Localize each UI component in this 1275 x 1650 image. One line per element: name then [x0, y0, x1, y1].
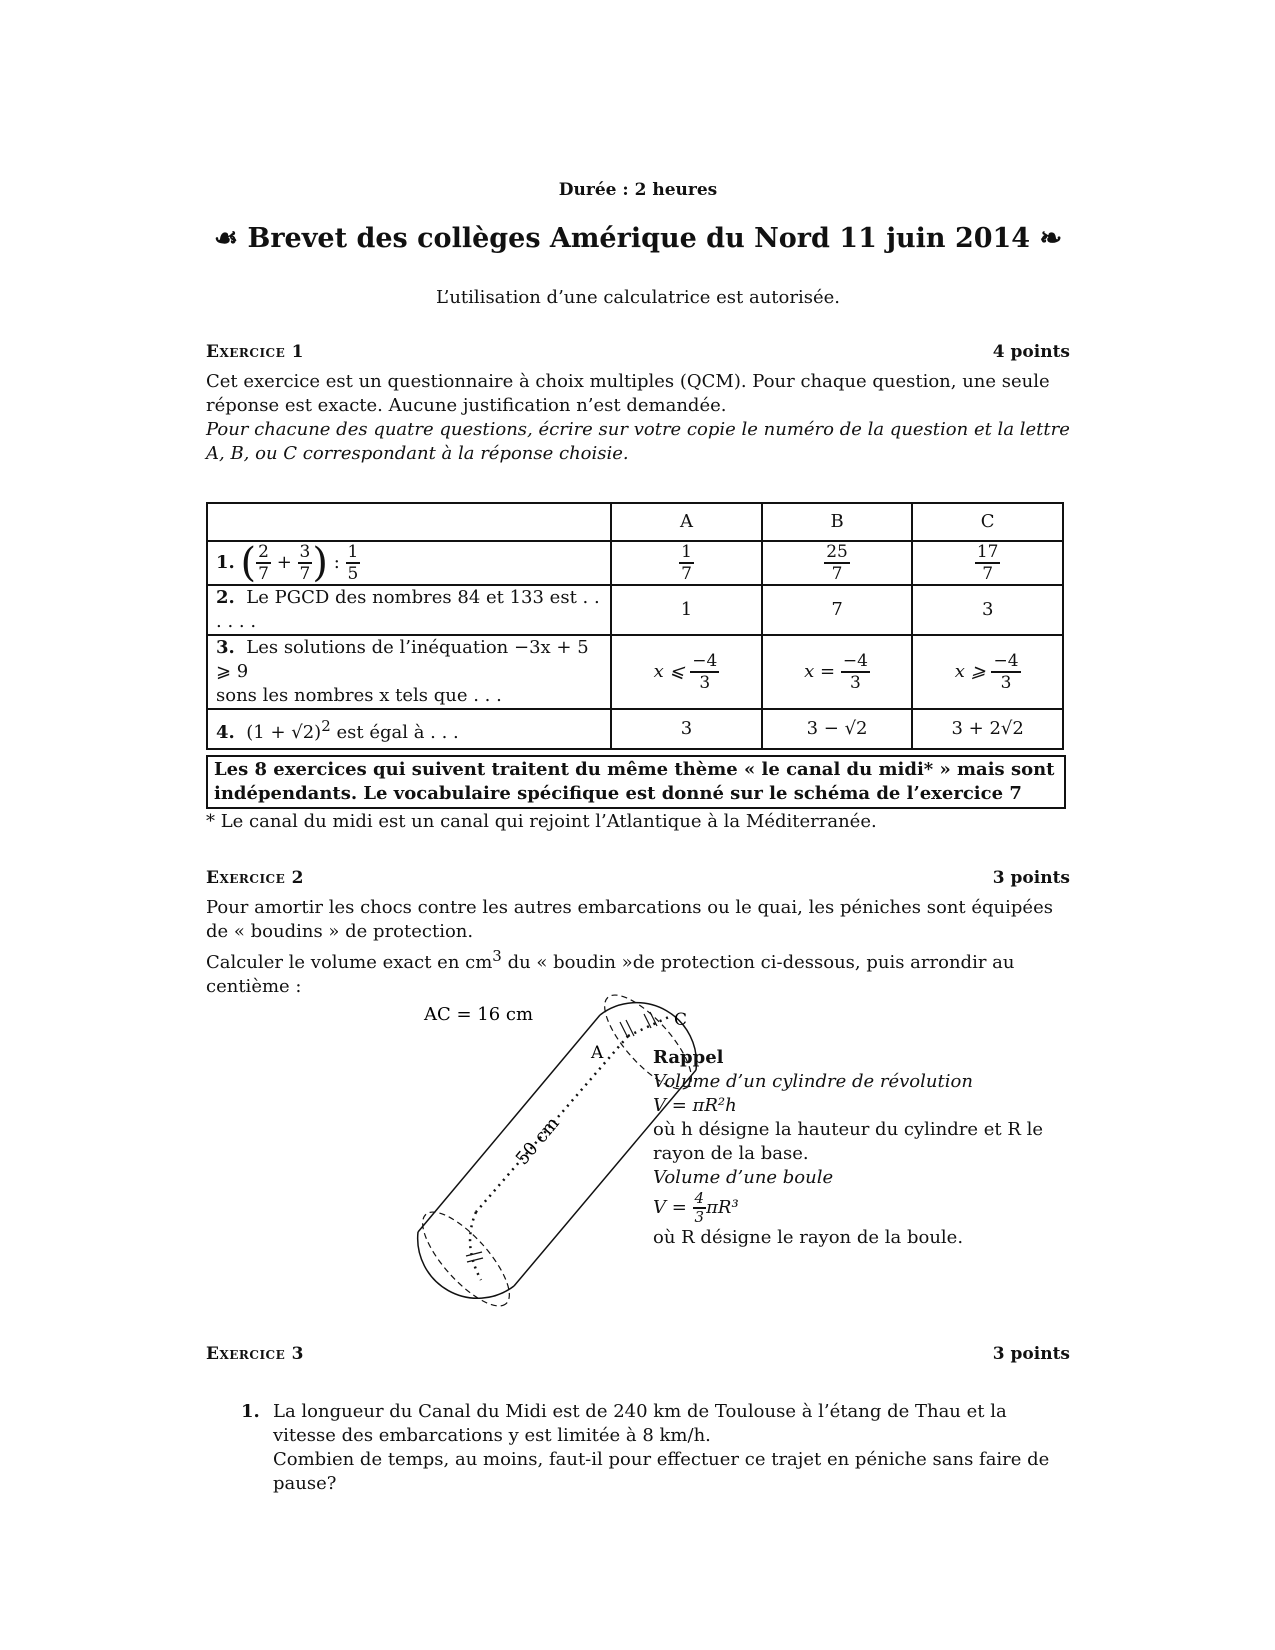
exercise-2-points: 3 points	[992, 868, 1070, 888]
column-header-c: C	[912, 503, 1063, 541]
page	[206, 0, 1070, 1650]
exercise-2-text: Pour amortir les chocs contre les autres embarcations ou le quai, les péniches sont équipées de « boudins » de protection.	[206, 897, 1053, 942]
answer-3b: x = $\frac{-4}{3}$	[762, 635, 913, 709]
theme-notice: Les 8 exercices qui suivent traitent du même thème « le canal du midi* » mais sont indépendants. Le vocabulaire spécifique est donné sur le schéma de l’exercice 7	[206, 755, 1066, 809]
question-2: 2. Le PGCD des nombres 84 et 133 est . . . . . .	[207, 585, 611, 635]
footnote: * Le canal du midi est un canal qui rejoint l’Atlantique à la Méditerranée.	[206, 811, 877, 832]
exercise-1-intro: Cet exercice est un questionnaire à choix multiples (QCM). Pour chaque question, une seule réponse est exacte. Aucune justification n’est demandée.	[206, 371, 1050, 416]
table-row	[207, 585, 1063, 635]
ornament-left-icon: ☙	[213, 223, 239, 254]
answer-2c: 3	[912, 585, 1063, 635]
point-c-label: C	[674, 1010, 688, 1030]
answer-2a: 1	[611, 585, 762, 635]
exercise-2-title: Exercice 2	[206, 868, 304, 888]
ball-volume-description: où R désigne le rayon de la boule.	[653, 1227, 964, 1248]
bottom-base-ellipse	[410, 1200, 523, 1319]
exercise-3-title: Exercice 3	[206, 1344, 304, 1364]
cylinder-volume-description: où h désigne la hauteur du cylindre et R le rayon de la base.	[653, 1119, 1044, 1164]
title-text: Brevet des collèges Amérique du Nord 11 juin 2014	[247, 223, 1031, 254]
table-row	[207, 541, 1063, 585]
answer-1a: $\frac{1}{7}$	[611, 541, 762, 585]
answer-4b: 3 − √2	[762, 709, 913, 749]
tick-mark	[467, 1258, 483, 1262]
ac-label: AC = 16 cm	[424, 1004, 534, 1025]
ball-volume-title: Volume d’une boule	[653, 1167, 834, 1188]
bottom-hemisphere	[418, 1232, 514, 1298]
column-header-a: A	[611, 503, 762, 541]
answer-1c: $\frac{17}{7}$	[912, 541, 1063, 585]
exercise-1-header	[206, 340, 1070, 364]
exercise-2-header	[206, 866, 1070, 890]
cylinder-volume-formula: V = πR²h	[653, 1095, 737, 1116]
tick-mark	[620, 1022, 628, 1038]
cylinder-volume-title: Volume d’un cylindre de révolution	[653, 1071, 973, 1092]
table-row	[207, 709, 1063, 749]
tick-mark	[466, 1252, 482, 1256]
question-text: La longueur du Canal du Midi est de 240 km de Toulouse à l’étang de Thau et la vitesse des embarcations y est limitée à 8 km/h.	[273, 1401, 1007, 1446]
answer-4c: 3 + 2√2	[912, 709, 1063, 749]
table-row	[207, 635, 1063, 709]
qcm-table	[206, 502, 1064, 750]
question-prompt: Combien de temps, au moins, faut-il pour effectuer ce trajet en péniche sans faire de pause?	[273, 1449, 1050, 1494]
rappel-title: Rappel	[653, 1047, 724, 1068]
answer-2b: 7	[762, 585, 913, 635]
answer-1b: $\frac{25}{7}$	[762, 541, 913, 585]
exercise-3-points: 3 points	[992, 1344, 1070, 1364]
length-label: 50 cm	[511, 1112, 564, 1170]
question-3: 3. Les solutions de l’inéquation −3x + 5 ⩾ 9 sons les nombres x tels que . . .	[207, 635, 611, 709]
column-header-b: B	[762, 503, 913, 541]
answer-3a: x ⩽ $\frac{-4}{3}$	[611, 635, 762, 709]
exercise-1-title: Exercice 1	[206, 342, 304, 362]
cylinder-side-top	[418, 1015, 600, 1232]
tick-mark	[626, 1020, 634, 1036]
cylinder-figure	[196, 990, 716, 1320]
point-a-label: A	[591, 1043, 604, 1063]
rappel-box	[653, 1046, 1073, 1250]
exercise-1-points: 4 points	[992, 342, 1070, 362]
exercise-2-question: Calculer le volume exact en $cm^3$ du « boudin »de protection ci-dessous, puis arrondir au centième :	[206, 947, 1015, 997]
question-1: 1. ( $\frac{2}{7}$ + $\frac{3}{7}$ ) : $\frac{1}{5}$	[207, 541, 611, 585]
table-row	[207, 503, 1063, 541]
answer-3c: x ⩾ $\frac{-4}{3}$	[912, 635, 1063, 709]
exercise-3-header	[206, 1342, 1070, 1366]
exercise-3-question-1: 1. La longueur du Canal du Midi est de 240 km de Toulouse à l’étang de Thau et la vitesse des embarcations y est limitée à 8 km/h. Combien de temps, au moins, faut-il pour effectuer ce trajet en péniche sans faire de pause?	[241, 1400, 1069, 1496]
page-title	[206, 222, 1070, 256]
duration: Durée : 2 heures	[558, 180, 718, 200]
calculator-note: L’utilisation d’une calculatrice est autorisée.	[435, 287, 840, 308]
answer-4a: 3	[611, 709, 762, 749]
bottom-radius	[470, 1212, 481, 1280]
question-4: 4. $(1 + √2)^2$ est égal à . . .	[207, 709, 611, 749]
ornament-right-icon: ❧	[1039, 223, 1063, 254]
exercise-1-instruction: Pour chacune des quatre questions, écrire sur votre copie le numéro de la question et la lettre A, B, ou C correspondant à la réponse choisie.	[206, 419, 1070, 464]
ball-volume-formula: V = $\frac{4}{3}$ πR³	[653, 1189, 739, 1226]
